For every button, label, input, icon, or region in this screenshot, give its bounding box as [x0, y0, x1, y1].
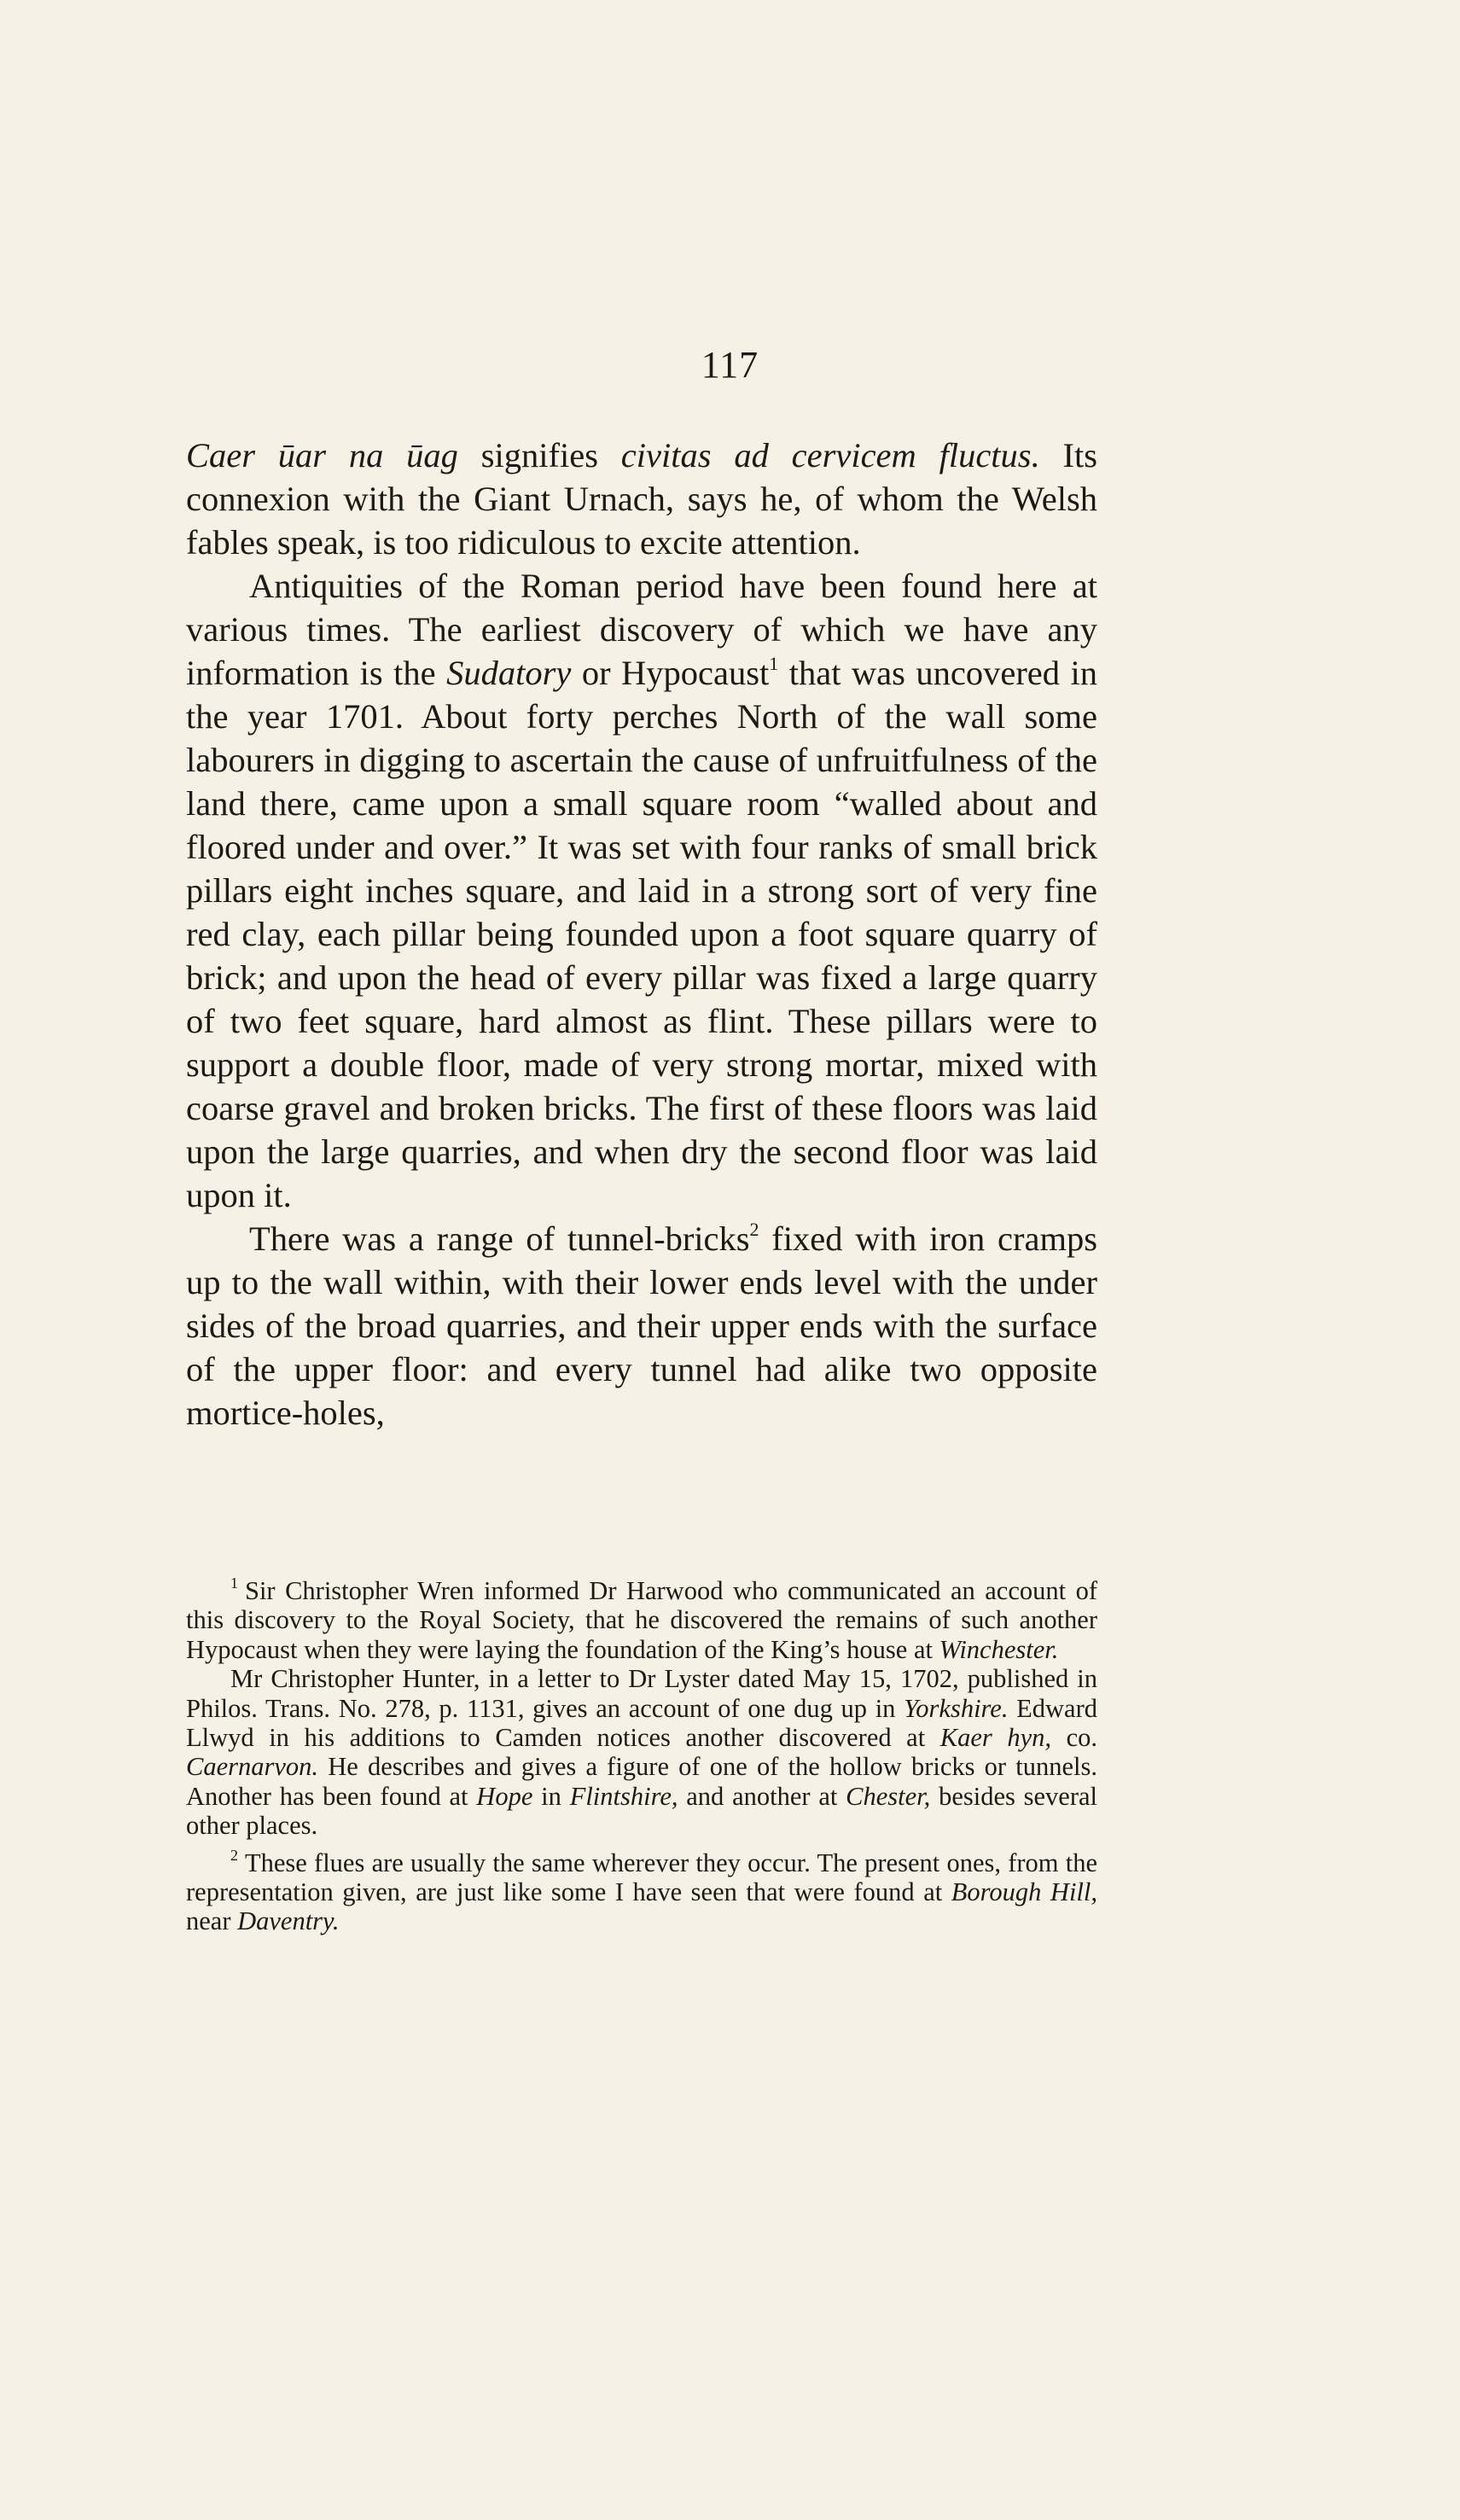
text-run: Edward Llwyd in his additions to Camden notices another discovered at — [186, 1693, 1097, 1753]
text-run: Sir Christopher Wren informed Dr Harwood who communicated an account of this discovery to the Royal Society, that he discovered the remains of such another Hypocaust when they were laying the foundation of the King’s house at — [186, 1576, 1097, 1664]
footnote-2 — [186, 1841, 1097, 1936]
footnote-reference-1: 1 — [769, 653, 779, 674]
place-name-text: Caernarvon. — [186, 1752, 319, 1782]
paragraph-caer-uar — [186, 434, 1097, 564]
text-run: or Hypocaust — [571, 654, 770, 692]
text-run: fixed with iron cramps up to the wall within, with their lower ends level with the under sides of the broad quarries, and their upper ends with the surface of the upper floor: and every tunnel had alike two opposite mortice-holes, — [186, 1219, 1097, 1432]
place-name-text: Daventry. — [237, 1906, 340, 1936]
text-run: These flues are usually the same wherever they occur. The present ones, from the representation given, are just like some I have seen that were found at — [186, 1848, 1097, 1907]
page-number: 117 — [701, 344, 759, 386]
welsh-name-text: Caer ūar na ūag — [186, 436, 458, 474]
latin-phrase-text: civitas ad cervicem fluctus. — [620, 436, 1040, 474]
sudatory-text: Sudatory — [446, 654, 572, 692]
place-name-text: Flintshire, — [569, 1781, 678, 1811]
text-run: Its connexion with the Giant Urnach, says he, of whom the Welsh fables speak, is too ridiculous to excite attention. — [186, 436, 1098, 562]
footnote-1-continued — [186, 1664, 1097, 1840]
text-run: and another at — [678, 1781, 846, 1811]
footnotes — [186, 1568, 1097, 1936]
place-name-text: Kaer hyn, — [939, 1723, 1051, 1753]
footnote-1 — [186, 1568, 1097, 1664]
text-run: near — [186, 1906, 238, 1936]
text-run: signifies — [457, 436, 621, 474]
place-name-text: Yorkshire. — [904, 1693, 1009, 1723]
paragraph-antiquities — [186, 564, 1097, 1217]
main-text — [186, 434, 1097, 1435]
text-run: that was uncovered in the year 1701. About forty perches North of the wall some labourers in digging to ascertain the cause of unfruitfulness of the land there, came upon a small square room “walled about and floored under and over.” It was set with four ranks of small brick pillars eight inches square, and laid in a strong sort of very fine red clay, each pillar being founded upon a foot square quarry of brick; and upon the head of every pillar was fixed a large quarry of two feet square, hard almost as flint. These pillars were to support a double floor, made of very strong mortar, mixed with coarse gravel and broken bricks. The first of these floors was laid upon the large quarries, and when dry the second floor was laid upon it. — [186, 654, 1097, 1214]
text-run: co. — [1051, 1723, 1097, 1753]
text-run: Antiquities of the Roman period have been found here at various times. The earliest discovery of which we have any information is the — [186, 567, 1097, 692]
footnote-mark-1: 1 — [230, 1574, 238, 1592]
footnote-reference-2: 2 — [749, 1219, 759, 1240]
text-run: He describes and gives a figure of one of the hollow bricks or tunnels. Another has been found at — [186, 1752, 1097, 1811]
paragraph-tunnel-bricks — [186, 1217, 1097, 1435]
place-name-text: Hope — [476, 1781, 533, 1811]
place-name-text: Chester, — [846, 1781, 931, 1811]
text-run: in — [532, 1781, 570, 1811]
footnote-mark-2: 2 — [230, 1846, 238, 1864]
text-run: Mr Christopher Hunter, in a letter to Dr Lyster dated May 15, 1702, published in Philos. Trans. No. 278, p. 1131, gives an account of one dug up in — [186, 1664, 1097, 1723]
place-name-text: Borough Hill, — [951, 1877, 1097, 1907]
text-run: besides several other places. — [186, 1781, 1098, 1841]
text-run: There was a range of tunnel-bricks — [249, 1219, 750, 1258]
place-name-text: Winchester. — [939, 1634, 1059, 1664]
